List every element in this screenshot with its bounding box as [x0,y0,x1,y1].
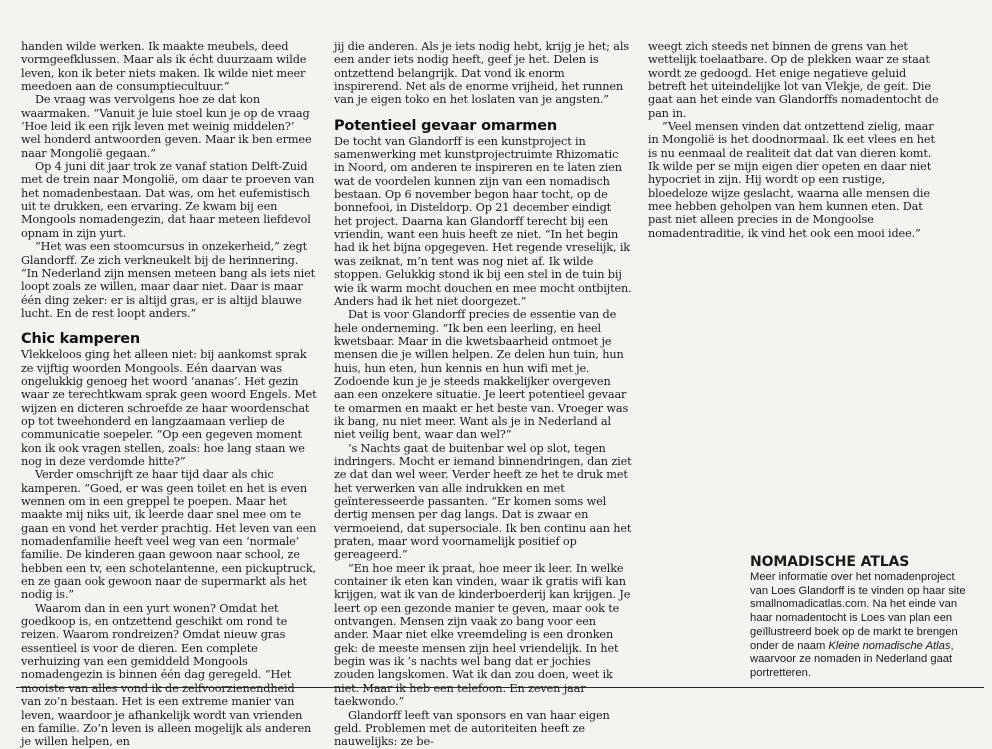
paragraph: Verder omschrijft ze haar tijd daar als chic kamperen. “Goed, er was geen toilet en het is even wennen om in een greppel te poepen. Maar het maakte mij niks uit, ik leerde daar snel mee om te gaan en vond het verder prachtig. Het leven van een nomadenfamilie heeft veel weg van een ‘normale’ familie. De kinderen gaan gewoon naar school, ze hebben een tv, een schotelantenne, een pickuptruck, en ze gaan ook gewoon naar de supermarkt als het nodig is.” [21,468,317,602]
paragraph: jij die anderen. Als je iets nodig hebt, krijg je het; als een ander iets nodig heeft, geef je het. Delen is ontzettend belangrijk. Dat vond ik enorm inspirerend. Net als de enorme vrijheid, het runnen van je eigen toko en het loslaten van je angsten.” [334,40,629,107]
paragraph: Op 4 juni dit jaar trok ze vanaf station Delft-Zuid met de trein naar Mongolië, om daar te proeven van het nomadenbestaan. Dat was, om het eufemistisch uit te drukken, een ervaring. Ze kwam bij een Mongools nomadengezin, dat haar meteen liefdevol opnam in zijn yurt. [21,160,315,240]
info-box-text-a: Meer informatie over het nomadenproject van Loes Glandorff is te vinden op haar site smallnomadicatlas.com. Na het einde van haar nomadentocht is Loes van plan een geïllustreerd boek op de markt te brengen onder de naam [750,571,966,652]
paragraph: “En hoe meer ik praat, hoe meer ik leer. In welke container ik eten kan vinden, waar ik gratis wifi kan krijgen, wat ik van de kinderboerderij kan krijgen. Je leert op een gezonde manier te geven, maar ook te ontvangen. Mensen zijn vaak zo bang voor een ander. Maar niet elke vreemdeling is een dronken gek: de meeste mensen zijn heel vriendelijk. In het begin was ik ’s nachts wel bang dat er jochies zouden langskomen. Wat ik dan zou doen, weet ik niet. Maar ik heb een telefoon. En zeven jaar taekwondo.” [334,561,631,709]
article-column-2 [334,40,632,749]
section-heading: Chic kamperen [21,331,141,348]
paragraph: weegt zich steeds net binnen de grens van het wettelijk toelaatbare. Op de plekken waar ze staat wordt ze gedoogd. Het enige negatieve geluid betreft het uiteindelijke lot van Vlekje, de geit. Die gaat aan het einde van Glandorffs nomadentocht de pan in. [648,40,939,120]
info-box-title: NOMADISCHE ATLAS [750,554,910,570]
info-box-text-b: , waarvoor ze nomaden in Nederland gaat portretteren. [750,639,954,679]
paragraph: “Veel mensen vinden dat ontzettend zielig, maar in Mongolië is het doodnormaal. Ik eet vlees en het is nu eenmaal de realiteit dat dat van dieren komt. Ik wilde per se mijn eigen dier opeten en daar niet hypocriet in zijn. Hij wordt op een rustige, bloedeloze wijze geslacht, waarna alle mensen die mee hebben geholpen van hem kunnen eten. Dat past niet alleen precies in de Mongoolse nomadentraditie, ik vind het ook een mooi idee.” [648,120,935,240]
bottom-rule [16,687,984,688]
paragraph: ’s Nachts gaat de buitenbar wel op slot, tegen indringers. Mocht er iemand binnendringen, dan ziet ze dat dan wel weer. Verder heeft ze het te druk met het verwerken van alle indrukken en met geïnteresseerde passanten. “Er komen soms wel dertig mensen per dag langs. Dat is zwaar en vermoeiend, dat supersociale. Ik ben continu aan het praten, maar word voornamelijk positief op gereageerd.” [334,441,632,562]
article-column-3 [648,40,944,240]
info-box-text [750,571,966,681]
section-heading: Potentieel gevaar omarmen [334,117,557,134]
paragraph: De vraag was vervolgens hoe ze dat kon waarmaken. “Vanuit je luie stoel kun je op de vraag ‘Hoe leid ik een rijk leven met weinig middelen?’ wel honderd antwoorden geven. Maar ik ben ermee naar Mongolië gegaan.” [21,93,312,160]
info-box [750,554,966,681]
paragraph: De tocht van Glandorff is een kunstproject in samenwerking met kunstprojectruimte Rhizomatic in Noord, om anderen te inspireren en te laten zien wat de voordelen kunnen zijn van een nomadisch bestaan. Op 6 november begon haar tocht, op de bonnefooi, in Disteldorp. Op 21 december eindigt het project. Daarna kan Glandorff terecht bij een vriendin, want een huis heeft ze niet. “In het begin had ik het bijna opgegeven. Het regende vreselijk, ik was zeiknat, m’n tent was nog niet af. Ik wilde stoppen. Gelukkig stond ik bij een stel in de tuin bij wie ik warm mocht douchen en mee mocht ontbijten. Anders had ik het niet doorgezet.” [334,134,632,308]
paragraph: Waarom dan in een yurt wonen? Omdat het goedkoop is, en ontzettend geschikt om rond te reizen. Waarom rondreizen? Omdat nieuw gras essentieel is voor de dieren. Een complete verhuizing van een gemiddeld Mongools nomadengezin is binnen één dag geregeld. “Het mooiste van alles vond ik de zelfvoorzienendheid van zo’n bestaan. Het is een extreme manier van leven, waardoor je afhankelijk wordt van vrienden en familie. Zo’n leven is alleen mogelijk als anderen je willen helpen, en [21,601,312,749]
paragraph: Glandorff leeft van sponsors en van haar eigen geld. Problemen met de autoriteiten heeft ze nauwelijks: ze be- [334,708,610,749]
paragraph: Dat is voor Glandorff precies de essentie van de hele onderneming. “Ik ben een leerling, en heel kwetsbaar. Maar in die kwetsbaarheid ontmoet je mensen die je willen helpen. Ze delen hun tuin, hun huis, hun eten, hun kennis en hun wifi met je. Zodoende kun je je steeds makkelijker overgeven aan een onzekere situatie. Je leert potentieel gevaar te omarmen en maakt er het beste van. Vroeger was ik bang, nu niet meer. Want als je in Nederland al niet veilig bent, waar dan wel?” [334,308,629,442]
paragraph: handen wilde werken. Ik maakte meubels, deed vormgeefklussen. Maar als ik écht duurzaam wilde leven, kon ik beter niets maken. Ik wilde niet meer meedoen aan de consumptiecultuur.” [21,40,307,94]
article-column-1 [21,40,317,749]
paragraph: Vlekkeloos ging het alleen niet: bij aankomst sprak ze vijftig woorden Mongools. Eén daarvan was ongelukkig genoeg het woord ‘ananas’. Het gezin waar ze terechtkwam sprak geen woord Engels. Met wijzen en dicteren schroefde ze haar woordenschat op tot tweehonderd en langzaamaan verliep de communicatie soepeler. “Op een gegeven moment kon ik ook vragen stellen, zoals: hoe lang staan we nog in deze verdomde hitte?” [21,348,317,468]
book-title: Kleine nomadische Atlas [828,639,951,652]
paragraph: “Het was een stoomcursus in onzekerheid,” zegt Glandorff. Ze zich verkneukelt bij de herinnering. “In Nederland zijn mensen meteen bang als iets niet loopt zoals ze willen, maar daar niet. Daar is maar één ding zeker: er is altijd gras, er is altijd blauwe lucht. En de rest loopt anders.” [21,240,316,320]
